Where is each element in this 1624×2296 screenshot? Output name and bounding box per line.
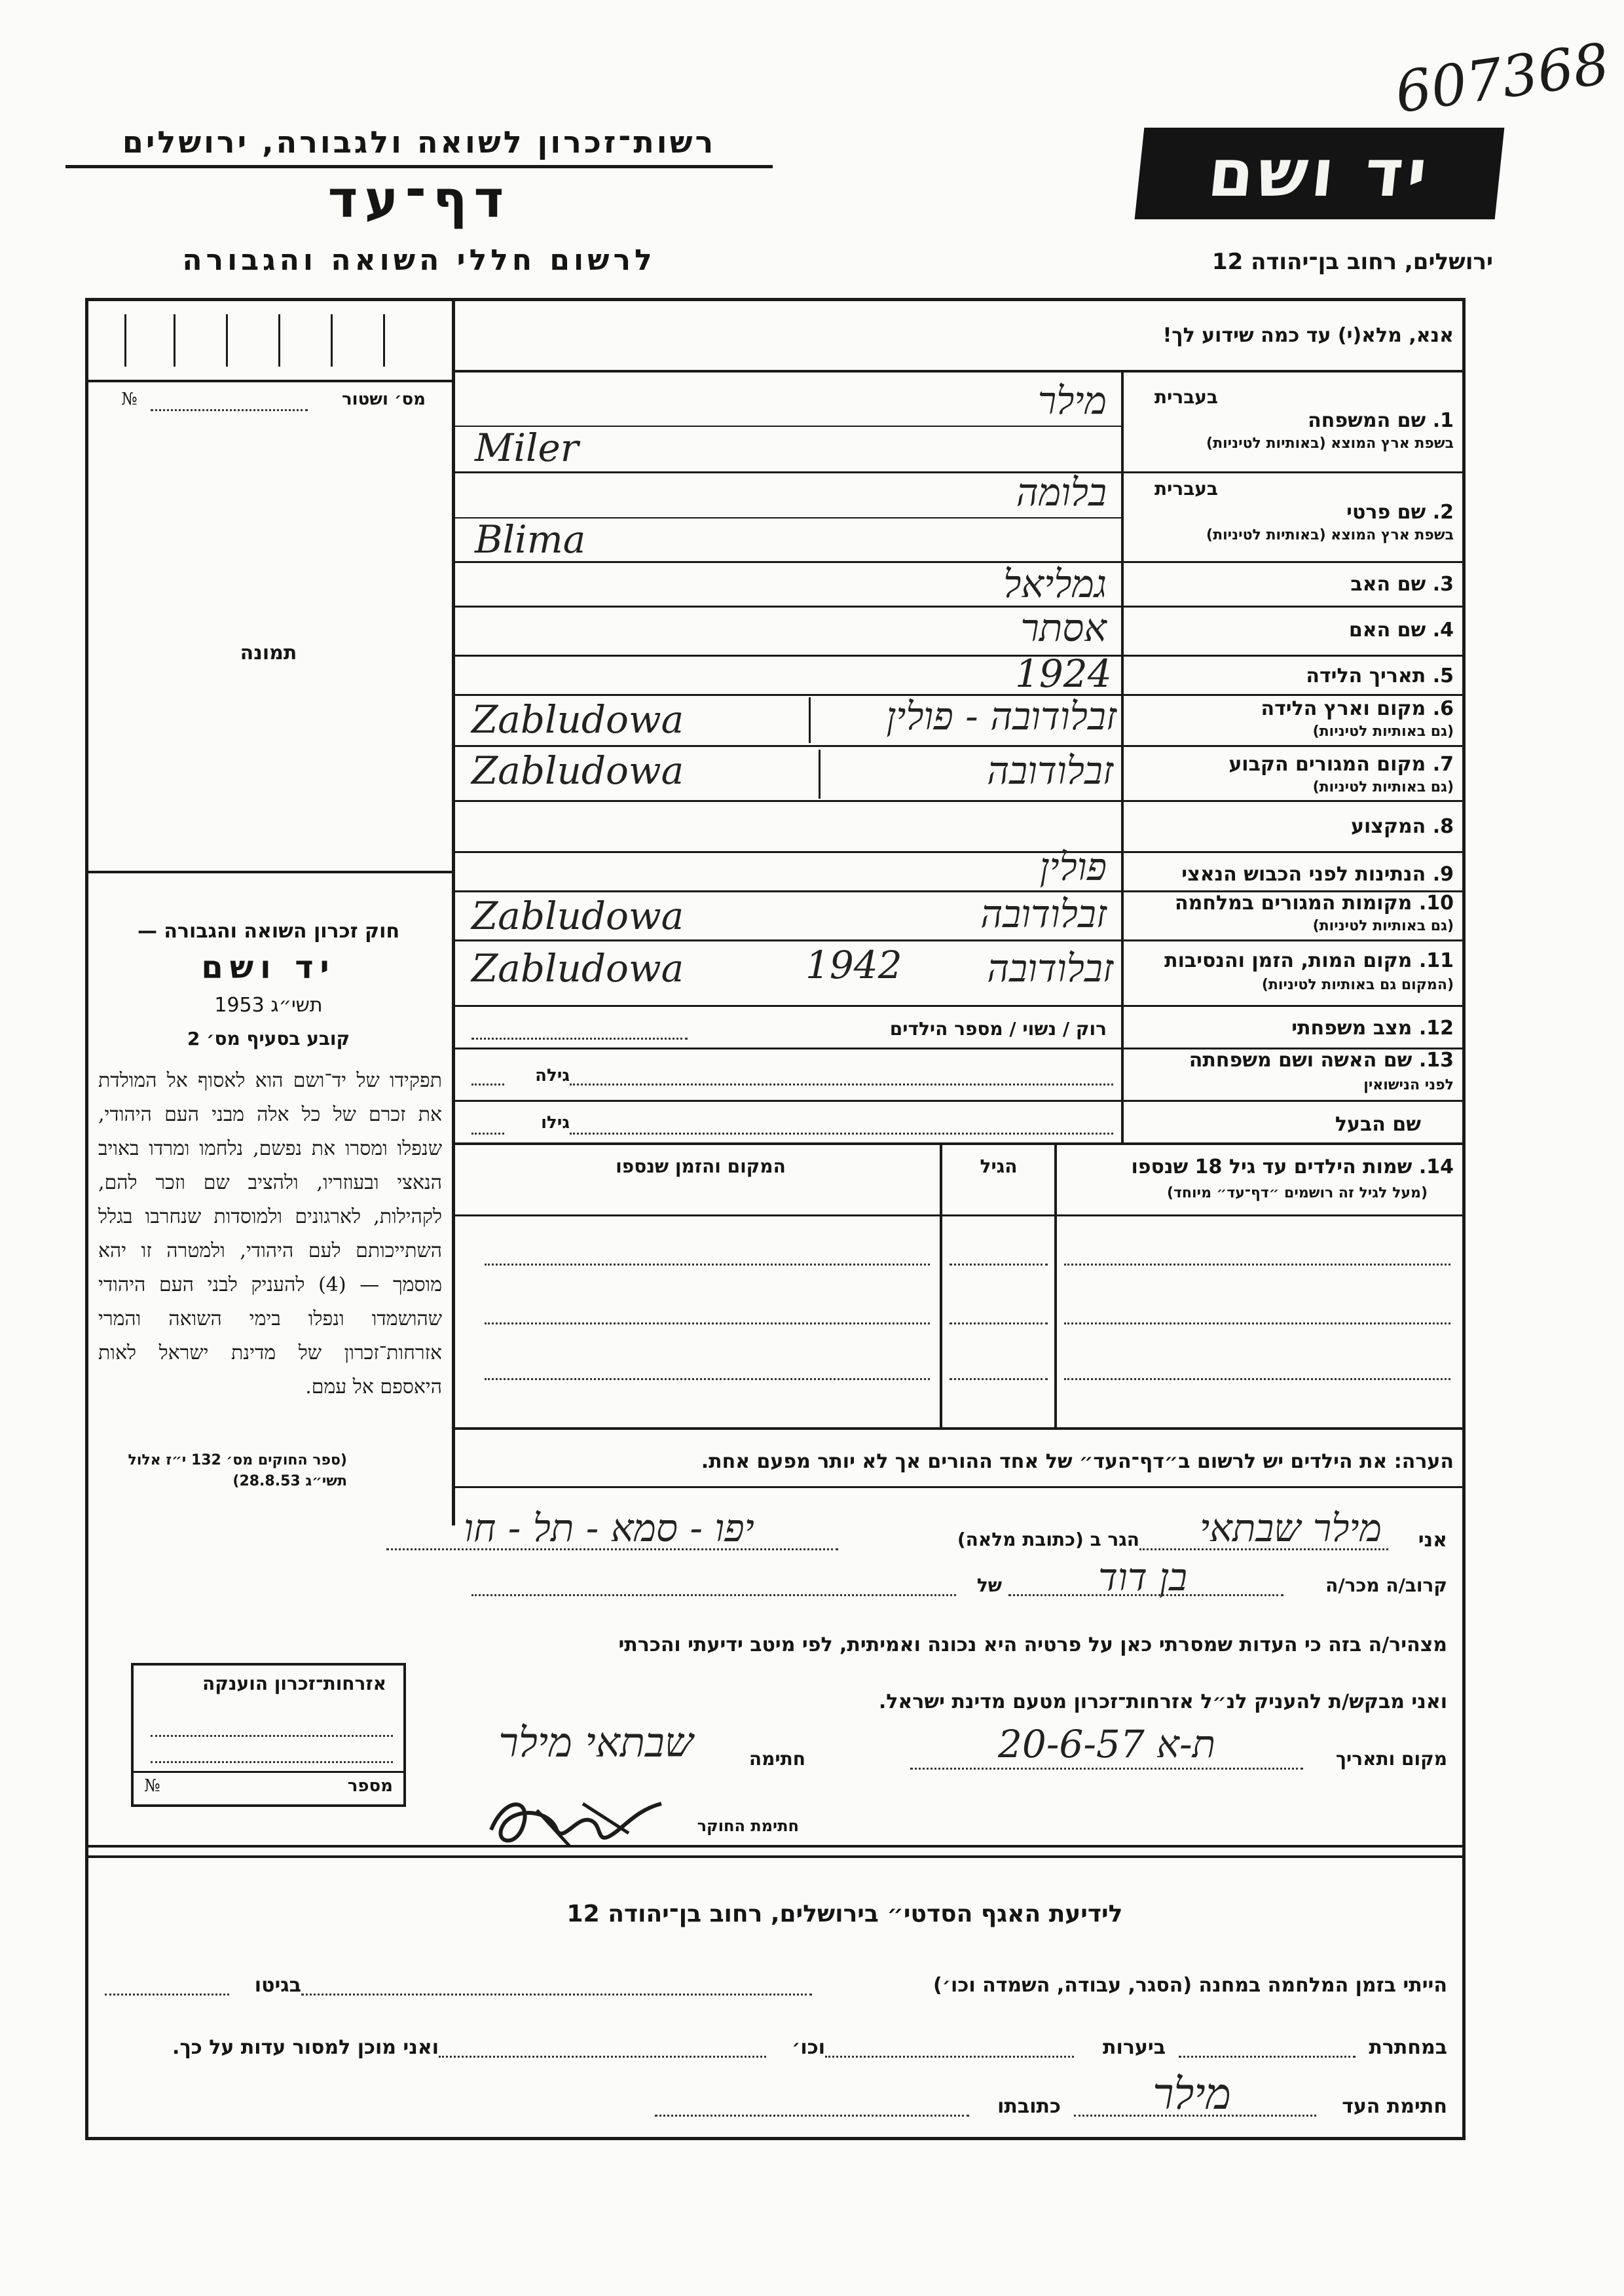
declarant-address: יפו - סמא - תל - חו <box>464 1506 754 1550</box>
field-3-label: 3. שם האב <box>1350 573 1454 596</box>
footer-line1-ghetto: בגיטו <box>254 1974 301 1997</box>
children-place-header: המקום והזמן שנספו <box>616 1156 786 1177</box>
relation-shel: של <box>976 1575 1002 1596</box>
signature-label: חתימה <box>748 1748 805 1770</box>
institution-name: רשות־זכרון לשואה ולגבורה, ירושלים <box>122 124 716 160</box>
children-remark: הערה: את הילדים יש לרשום ב״דף־העד״ של אחד ההורים אך לא יותר מפעם אחת. <box>701 1450 1454 1473</box>
law-year: תשי״ג 1953 <box>214 994 323 1017</box>
law-section: קובע בסעיף מס׳ 2 <box>187 1028 350 1049</box>
declarant-signature: שבתאי מילר <box>498 1719 693 1766</box>
declaration-statement-2: ואני מבקש/ת להעניק לנ״ל אזרחות־זכרון מטעם מדינת ישראל. <box>878 1690 1447 1713</box>
law-title: חוק זכרון השואה והגבורה — <box>137 920 400 943</box>
officer-signature-label: חתימת החוקר <box>697 1817 799 1835</box>
field-5-value: 1924 <box>1015 651 1112 696</box>
relation-label: קרוב/ה מכר/ה <box>1325 1575 1447 1596</box>
place-date-label: מקום ותאריך <box>1335 1748 1447 1770</box>
children-col-2 <box>940 1142 942 1427</box>
field-8-label: 8. המקצוע <box>1350 815 1454 838</box>
address: ירושלים, רחוב בן־יהודה 12 <box>1211 249 1493 275</box>
field-1-lang-latin: בשפת ארץ המוצא (באותיות לטיניות) <box>1206 435 1454 452</box>
photo-label: תמונה <box>240 642 297 665</box>
document-number: 607368 <box>1391 31 1614 126</box>
field-4-label: 4. שם האם <box>1348 619 1454 642</box>
field-3-value: גמליאל <box>1003 562 1107 606</box>
field-10-value-he: זבלודובה <box>980 892 1107 936</box>
witness-signature-label: חתימת העד <box>1342 2095 1447 2118</box>
certificate-number-label: מספר <box>347 1776 393 1796</box>
children-col-1 <box>1054 1142 1057 1427</box>
law-text: תפקידו של יד־ושם הוא לאסוף אל המולדת את זכרם של כל אלה מבני העם היהודי, שנפלו ומסרו את נפשם, נלחמו ומרדו באויב הנאצי ובעוזריו, ולהציב שם וזכר להם, לקהילות, לארגונים ולמוסדות שנחרבו בגלל השתייכותם לעם היהודי, ולמטרה זו יהא מוסמך — (4) להעניק לבני העם היהודי שהושמדו ונפלו בימי השואה והמרי אזרחות־זכרון של מדינת ישראל לאות היאספם אל עמם. <box>98 1069 442 1398</box>
footer-forests: ביערות <box>1103 2036 1166 2059</box>
photo-divider <box>88 380 455 382</box>
certificate-title: אזרחות־זכרון הוענקה <box>202 1673 386 1694</box>
declarant-name: מילר שבתאי <box>1199 1506 1382 1550</box>
footer-line1: הייתי בזמן המלחמה במחנה (הסגר, עבודה, השמדה וכו׳) <box>933 1974 1447 1997</box>
children-age-header: הגיל <box>980 1156 1018 1177</box>
field-2-label: 2. שם פרטי <box>1346 501 1454 524</box>
field-1-lang-he: בעברית <box>1154 386 1218 408</box>
field-7-value-latin: Zabludowa <box>471 748 684 793</box>
footer-etc: וכו׳ <box>792 2036 825 2059</box>
field-13-age-label: גילה <box>535 1066 570 1085</box>
field-10-note: (גם באותיות לטיניות) <box>1312 918 1454 934</box>
witness-address-label: כתובתו <box>997 2095 1061 2118</box>
field-6-value-he: זבלודובה - פולין <box>886 694 1116 738</box>
field-1-value-latin: Miler <box>475 426 579 470</box>
field-7-value-he: זבלודובה <box>987 748 1113 793</box>
field-2-lang-latin: בשפת ארץ המוצא (באותיות לטיניות) <box>1206 527 1454 543</box>
field-6-value-latin: Zabludowa <box>471 697 684 742</box>
children-label: 14. שמות הילדים עד גיל 18 שנספו <box>1131 1156 1454 1178</box>
intro-divider <box>452 370 1464 373</box>
intro-instruction: אנא, מלא(י) עד כמה שידוע לך! <box>1162 324 1454 347</box>
husband-age-label: גילו <box>541 1113 570 1133</box>
label-column-divider <box>1121 370 1124 1142</box>
footer-testimony: ואני מוכן למסור עדות על כך. <box>172 2036 439 2059</box>
field-10-label: 10. מקומות המגורים במלחמה <box>1175 892 1454 915</box>
field-9-value: פולין <box>1039 845 1107 889</box>
field-13-label: 13. שם האשה ושם משפחתה <box>1189 1049 1454 1072</box>
declaration-ani: אני <box>1418 1529 1447 1552</box>
form-subtitle: לרשום חללי השואה והגבורה <box>182 244 656 277</box>
field-2-value-latin: Blima <box>475 517 586 562</box>
certificate-no: № <box>144 1776 160 1796</box>
field-2-value-he: בלומה <box>1016 470 1107 515</box>
field-11-value-he: זבלודובה <box>987 946 1113 991</box>
field-10-value-latin: Zabludowa <box>471 894 684 938</box>
footer-divider-2 <box>88 1855 1464 1858</box>
file-number-no: № <box>121 390 138 409</box>
field-13-note: לפני הנישואין <box>1363 1077 1454 1093</box>
file-number-label: מס׳ ושטור <box>342 390 426 409</box>
field-1-value-he: מילר <box>1037 378 1107 423</box>
field-11-note: (המקום גם באותיות לטיניות) <box>1261 977 1454 993</box>
field-7-label: 7. מקום המגורים הקבוע <box>1228 753 1454 776</box>
footer-underground: במחתרת <box>1369 2036 1447 2059</box>
field-1-label: 1. שם המשפחה <box>1308 409 1454 432</box>
field-12-label: 12. מצב משפחתי <box>1291 1017 1454 1040</box>
field-6-label: 6. מקום וארץ הלידה <box>1261 697 1454 720</box>
field-5-label: 5. תאריך הלידה <box>1306 665 1454 687</box>
field-11-label: 11. מקום המות, הזמן והנסיבות <box>1164 949 1454 972</box>
declaration-statement-1: מצהיר/ה בזה כי העדות שמסרתי כאן על פרטיה היא נכונה ואמיתית, לפי מיטב ידיעתי והכרתי <box>618 1633 1447 1656</box>
place-date-value: ת-א 20-6-57 <box>998 1722 1215 1766</box>
husband-label: שם הבעל <box>1335 1113 1421 1136</box>
footer-title: לידיעת האגף הסדטי״ בירושלים, רחוב בן־יהודה 12 <box>566 1901 1123 1927</box>
field-4-value: אסתר <box>1020 606 1107 650</box>
children-note: (מעל לגיל זה רושמים ״דף־עד״ מיוחד) <box>1166 1185 1428 1201</box>
law-logo: יד ושם <box>201 949 336 986</box>
field-7-note: (גם באותיות לטיניות) <box>1312 779 1454 795</box>
form-title: דף־עד <box>327 170 511 229</box>
field-2-lang-he: בעברית <box>1154 478 1218 500</box>
footer-divider-1 <box>88 1845 1464 1848</box>
field-9-label: 9. הנתינות לפני הכבוש הנאצי <box>1181 863 1454 886</box>
photo-box <box>88 301 455 871</box>
relation-value: בן דוד <box>1098 1555 1187 1599</box>
field-12-options: רוק / נשוי / מספר הילדים <box>889 1018 1107 1040</box>
yad-vashem-logo: יד ושם <box>1135 128 1505 219</box>
law-reference: (ספר החוקים מס׳ 132 י״ז אלול תשי״ג 28.8.53) <box>128 1452 347 1489</box>
declaration-address-label: הגר ב (כתובת מלאה) <box>957 1529 1139 1550</box>
witness-signature: מילר <box>1153 2069 1231 2119</box>
institution-underline <box>65 165 773 168</box>
field-6-note: (גם באותיות לטיניות) <box>1312 723 1454 740</box>
field-11-value-latin: Zabludowa <box>471 946 684 991</box>
field-11-value-year: 1942 <box>805 943 902 987</box>
